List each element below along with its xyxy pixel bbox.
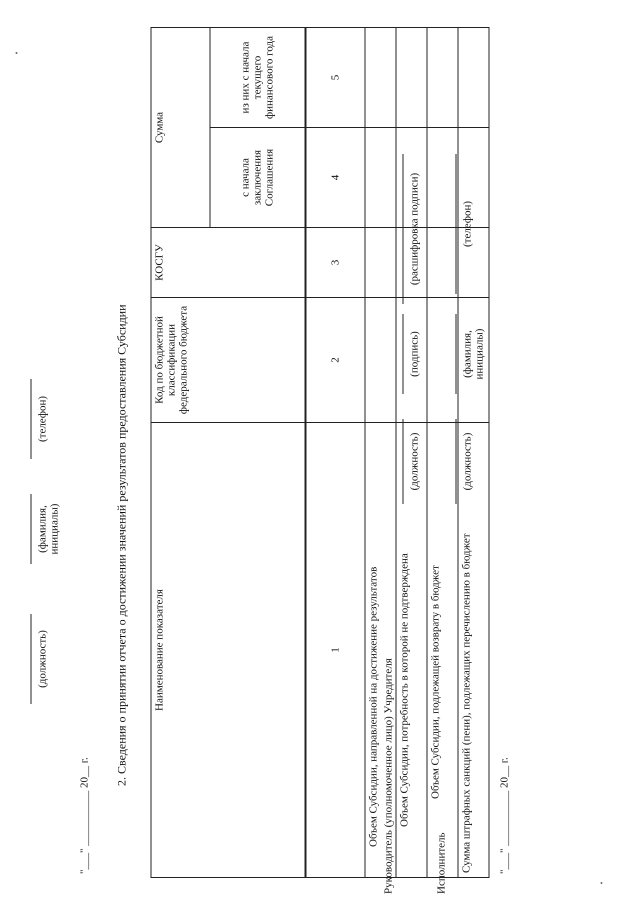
top-date: "___" __________ 20__ г. [78,757,90,874]
header-since-year: из них с начала текущего финансового года [210,28,306,128]
table-row-label: Объем Субсидии, направленной на достижение результатов [365,423,396,878]
column-number: 3 [305,228,365,298]
column-number: 5 [305,28,365,128]
top-phone-label: (телефон) [36,395,48,443]
table-cell [396,28,427,128]
column-number: 2 [305,298,365,423]
table-cell [427,298,458,423]
column-number: 4 [305,128,365,228]
top-position-line [30,614,31,704]
header-indicator-name: Наименование показателя [151,423,306,878]
table-cell [365,228,396,298]
scan-speck [15,52,17,54]
subsidy-results-table [150,27,489,878]
head-label: Руководитель (уполномоченное лицо) Учредителя [382,658,394,894]
scan-speck [600,882,602,884]
executor-position-label: (должность) [461,432,473,491]
head-transcript-label: (расшифровка подписи) [408,172,420,286]
head-transcript-line [402,154,403,304]
bottom-date: "___" __________ 20__ г. [498,757,510,874]
header-sum: Сумма [151,28,210,228]
table-cell [365,128,396,228]
section-title: 2. Сведения о принятии отчета о достижении значений результатов предоставления Субсидии [114,304,128,786]
executor-name-label: (фамилия, инициалы) [461,328,485,380]
top-name-label: (фамилия, инициалы) [36,503,60,555]
table-cell [458,28,489,128]
table-row-label: Объем Субсидии, потребность в которой не подтверждена [396,423,427,878]
table-cell [365,28,396,128]
top-name-line [30,494,31,564]
header-kosgu: КОСГУ [151,228,306,298]
executor-phone-line [455,154,456,294]
executor-phone-label: (телефон) [461,200,473,248]
table-row-label: Объем Субсидии, подлежащей возврату в бюджет [427,423,458,878]
executor-label: Исполнитель [435,832,447,894]
top-phone-line [30,379,31,459]
table-cell [427,228,458,298]
head-signature-line [402,314,403,394]
executor-position-line [455,419,456,504]
column-number: 1 [305,423,365,878]
table-cell [365,298,396,423]
table-cell [427,28,458,128]
header-bcc-code: Код по бюджетной классификации федерального бюджета [151,298,306,423]
executor-name-line [455,314,456,394]
head-signature-label: (подпись) [408,331,420,377]
head-position-label: (должность) [408,432,420,491]
top-position-label: (должность) [36,630,48,688]
table-cell [427,128,458,228]
header-since-agreement: с начала заключения Соглашения [210,128,306,228]
table-row-label: Сумма штрафных санкций (пени), подлежащих перечислению в бюджет [458,423,489,878]
head-position-line [402,419,403,504]
